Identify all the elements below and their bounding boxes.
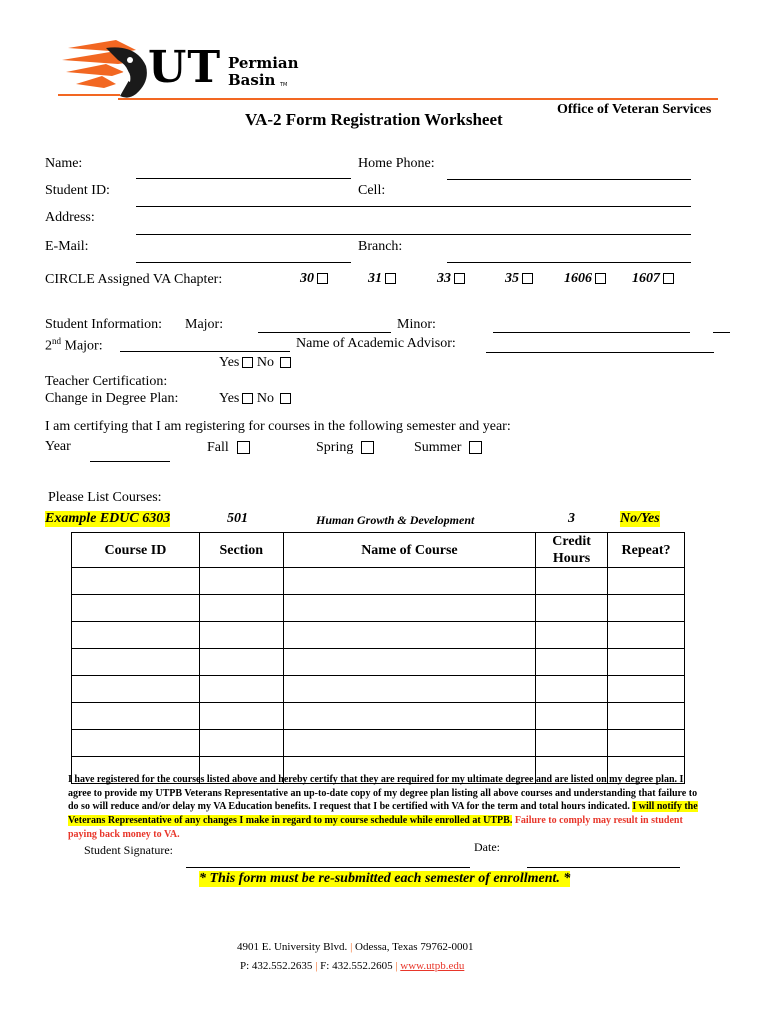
cell-field[interactable] (136, 206, 691, 207)
course-id-header: Course ID (72, 533, 200, 568)
va-chapter-label: CIRCLE Assigned VA Chapter: (45, 272, 223, 287)
table-cell[interactable] (608, 676, 685, 703)
resubmit-notice: * This form must be re-submitted each semester of enrollment. * (199, 871, 571, 886)
email-field[interactable] (136, 262, 351, 263)
table-cell[interactable] (199, 730, 283, 757)
courses-header-row (72, 533, 685, 568)
table-cell[interactable] (283, 622, 535, 649)
name-field[interactable] (136, 178, 351, 179)
table-cell[interactable] (608, 622, 685, 649)
checkbox-icon (385, 273, 396, 284)
table-cell[interactable] (199, 703, 283, 730)
repeat-header: Repeat? (608, 533, 685, 568)
certification-highlight: I will notify the Veterans Representative of any changes I make in regard to my course schedule while enrolled at UTPB. (68, 801, 698, 827)
certification-plain: I have registered for the courses listed above and hereby certify that they are required for my ultimate degree and are listed on my degree plan. I agree to provide my UTPB Veterans Representative an up-to-date copy of my degree plan listing all above courses and understanding that failure to do so will reduce and/or delay my VA Education benefits. I request that I be certified with VA for the term and total hours indicated. (68, 774, 698, 813)
table-cell[interactable] (283, 649, 535, 676)
date-field[interactable] (527, 867, 680, 868)
logo-tm: TM (280, 82, 288, 88)
table-cell[interactable] (608, 568, 685, 595)
summer-option[interactable]: Summer (414, 440, 482, 456)
example-name: Human Growth & Development (316, 513, 475, 527)
table-cell[interactable] (72, 649, 200, 676)
table-cell[interactable] (536, 649, 608, 676)
section-header: Section (199, 533, 283, 568)
chapter-option-30[interactable]: 30 (300, 271, 328, 287)
checkbox-icon (237, 441, 250, 454)
table-row (72, 649, 685, 676)
date-label: Date: (474, 840, 500, 854)
list-courses-label: Please List Courses: (48, 490, 162, 505)
chapter-option-33[interactable]: 33 (437, 271, 465, 287)
major-field[interactable] (258, 332, 391, 333)
table-cell[interactable] (536, 622, 608, 649)
chapter-option-35[interactable]: 35 (505, 271, 533, 287)
website-link[interactable]: www.utpb.edu (400, 960, 465, 972)
table-cell[interactable] (608, 730, 685, 757)
table-cell[interactable] (72, 730, 200, 757)
header-rule (118, 98, 718, 100)
table-row (72, 676, 685, 703)
example-credits: 3 (568, 511, 575, 526)
checkbox-icon (242, 357, 253, 368)
table-cell[interactable] (283, 676, 535, 703)
checkbox-icon (454, 273, 465, 284)
fall-option[interactable]: Fall (207, 440, 250, 456)
second-major-label: 2nd Major: (45, 336, 103, 354)
table-cell[interactable] (283, 730, 535, 757)
example-course: Example EDUC 6303 (45, 511, 171, 526)
example-repeat: No/Yes (620, 511, 660, 526)
change-degree-yes-no[interactable]: Yes No (219, 391, 291, 407)
year-label: Year (45, 439, 71, 454)
table-cell[interactable] (72, 703, 200, 730)
table-row (72, 622, 685, 649)
checkbox-icon (595, 273, 606, 284)
table-row (72, 595, 685, 622)
table-cell[interactable] (199, 649, 283, 676)
branch-field[interactable] (447, 262, 691, 263)
table-row (72, 730, 685, 757)
utpb-logo (58, 38, 298, 104)
certification-text (68, 773, 702, 842)
office-name: Office of Veteran Services (557, 102, 712, 117)
name-label: Name: (45, 156, 83, 171)
chapter-option-1607[interactable]: 1607 (632, 271, 674, 287)
course-name-header: Name of Course (283, 533, 535, 568)
email-label: E-Mail: (45, 239, 89, 254)
checkbox-icon (242, 393, 253, 404)
teacher-cert-yes-no[interactable]: Yes No (219, 355, 291, 371)
checkbox-icon (663, 273, 674, 284)
home-phone-field[interactable] (447, 179, 691, 180)
checkbox-icon (522, 273, 533, 284)
example-section: 501 (227, 511, 248, 526)
falcon-icon (58, 38, 150, 104)
home-phone-label: Home Phone: (358, 156, 435, 171)
table-cell[interactable] (536, 676, 608, 703)
table-cell[interactable] (199, 676, 283, 703)
table-cell[interactable] (608, 703, 685, 730)
minor-label: Minor: (397, 317, 436, 332)
logo-permian: Permian (228, 54, 299, 72)
footer-address: 4901 E. University Blvd. | Odessa, Texas 79762-0001 (237, 941, 474, 953)
signature-label: Student Signature: (84, 843, 173, 857)
table-cell[interactable] (608, 595, 685, 622)
certify-semester-text: I am certifying that I am registering for courses in the following semester and year: (45, 419, 511, 434)
signature-field[interactable] (186, 867, 470, 868)
table-cell[interactable] (283, 568, 535, 595)
table-cell[interactable] (199, 622, 283, 649)
checkbox-icon (280, 393, 291, 404)
address-field[interactable] (136, 234, 691, 235)
table-cell[interactable] (72, 595, 200, 622)
chapter-option-1606[interactable]: 1606 (564, 271, 606, 287)
teacher-cert-label: Teacher Certification: (45, 374, 168, 389)
table-cell[interactable] (536, 730, 608, 757)
table-cell[interactable] (199, 595, 283, 622)
address-label: Address: (45, 210, 95, 225)
table-cell[interactable] (72, 676, 200, 703)
advisor-field[interactable] (486, 352, 714, 353)
spring-option[interactable]: Spring (316, 440, 374, 456)
branch-label: Branch: (358, 239, 403, 254)
major-label: Major: (185, 317, 224, 332)
courses-table (71, 532, 685, 784)
checkbox-icon (361, 441, 374, 454)
certification-warning: Failure to comply may result in student paying back money to VA. (68, 815, 683, 840)
table-cell[interactable] (199, 568, 283, 595)
student-info-label: Student Information: (45, 317, 163, 332)
table-cell[interactable] (283, 595, 535, 622)
change-degree-label: Change in Degree Plan: (45, 391, 179, 406)
checkbox-icon (280, 357, 291, 368)
table-cell[interactable] (536, 568, 608, 595)
table-cell[interactable] (72, 568, 200, 595)
footer-contact: P: 432.552.2635 | F: 432.552.2605 | www.utpb.edu (240, 960, 465, 972)
minor-field-extra (713, 332, 730, 333)
logo-ut: UT (148, 42, 222, 93)
advisor-label: Name of Academic Advisor: (296, 336, 456, 351)
chapter-option-31[interactable]: 31 (368, 271, 396, 287)
checkbox-icon (317, 273, 328, 284)
checkbox-icon (469, 441, 482, 454)
table-row (72, 703, 685, 730)
second-major-field[interactable] (120, 351, 290, 352)
year-field[interactable] (90, 461, 170, 462)
credit-hours-header: Credit Hours (536, 533, 608, 568)
table-cell[interactable] (536, 703, 608, 730)
table-cell[interactable] (536, 595, 608, 622)
table-cell[interactable] (283, 703, 535, 730)
student-id-label: Student ID: (45, 183, 110, 198)
minor-field[interactable] (493, 332, 690, 333)
logo-basin: Basin (228, 71, 276, 89)
table-cell[interactable] (72, 622, 200, 649)
cell-label: Cell: (358, 183, 386, 198)
table-cell[interactable] (608, 649, 685, 676)
page-title: VA-2 Form Registration Worksheet (245, 110, 503, 129)
table-row (72, 568, 685, 595)
